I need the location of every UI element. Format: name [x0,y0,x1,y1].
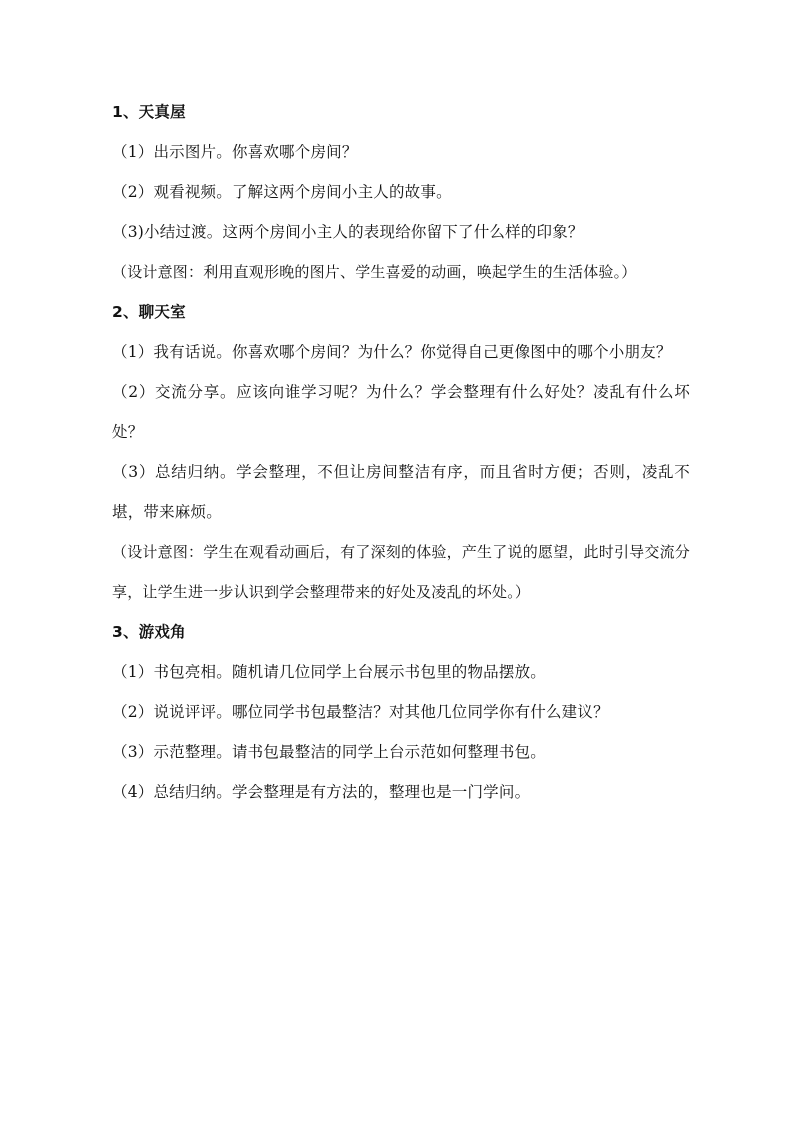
section-heading-1: 1、天真屋 [112,103,186,121]
section-3-item-2: （2）说说评评。哪位同学书包最整洁？对其他几位同学你有什么建议？ [112,703,609,721]
section-heading-3: 3、游戏角 [112,623,186,641]
section-1-item-3: （3)小结过渡。这两个房间小主人的表现给你留下了什么样的印象？ [112,223,584,241]
section-2-item-3: （3）总结归纳。学会整理，不但让房间整洁有序，而且省时方便；否则，凌乱不堪，带来麻烦。 [112,463,690,521]
section-2-item-2: （2）交流分享。应该向谁学习呢？为什么？学会整理有什么好处？凌乱有什么坏处？ [112,383,690,441]
section-2-item-1: （1）我有话说。你喜欢哪个房间？为什么？你觉得自己更像图中的哪个小朋友？ [112,343,672,361]
section-heading-2: 2、聊天室 [112,303,186,321]
section-2-note: （设计意图：学生在观看动画后，有了深刻的体验，产生了说的愿望，此时引导交流分享，让学生进一步认识到学会整理带来的好处及凌乱的坏处。） [112,543,690,601]
section-1-item-1: （1）出示图片。你喜欢哪个房间？ [112,143,358,161]
section-3-item-3: （3）示范整理。请书包最整洁的同学上台示范如何整理书包。 [112,743,546,761]
section-1-item-2: （2）观看视频。了解这两个房间小主人的故事。 [112,183,452,201]
section-3-item-1: （1）书包亮相。随机请几位同学上台展示书包里的物品摆放。 [112,663,546,681]
document-body [112,92,690,812]
section-1-note: （设计意图：利用直观形晚的图片、学生喜爱的动画，唤起学生的生活体验。） [112,263,637,281]
section-3-item-4: （4）总结归纳。学会整理是有方法的，整理也是一门学问。 [112,783,531,801]
